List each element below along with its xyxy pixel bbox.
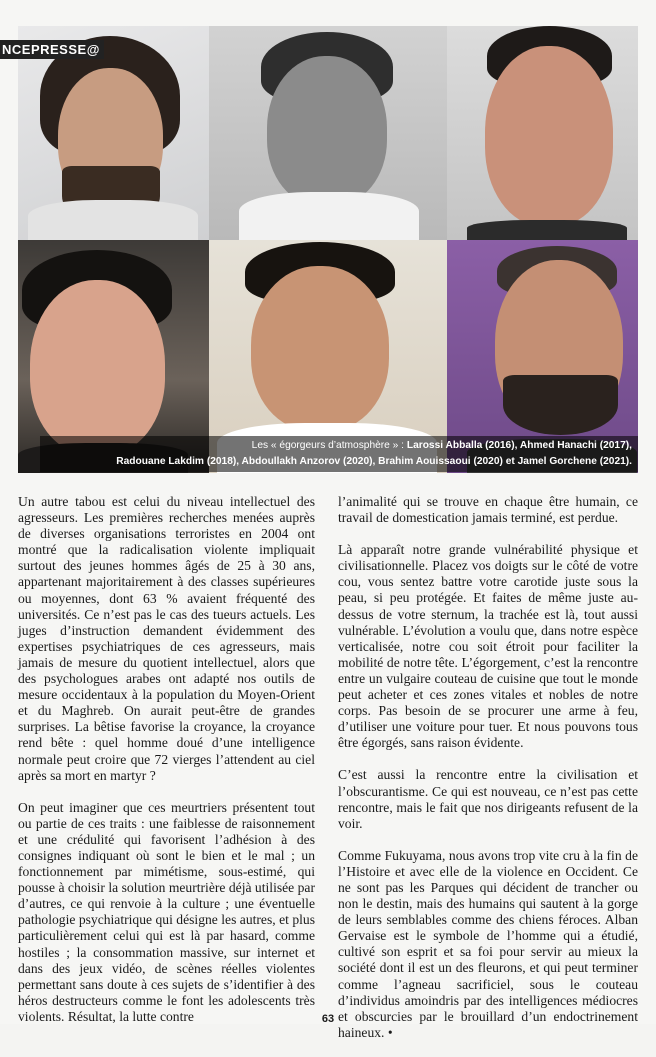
paragraph: Là apparaît notre grande vulnérabilité physique et civilisationnelle. Placez vos doigts sur le côté de votre cou, vous sentez battre votre carotide juste sous la peau, si peu protégée. Et faites de même juste au-dessus de votre sternum, la trachée est là, tout aussi vulnérable. L’évolution a voulu que, dans notre espèce verticalisée, notre cou soit étroit pour faciliter la mobilité de notre tête. L’égorgement, c’est la rencontre entre un vulgaire couteau de cuisine que tout le monde peut acheter et ces zones vitales et nobles de notre corps. Pas besoin de se procurer une arme à feu, d’utiliser une voiture pour tuer. Et nous pouvons tous être égorgés, sans raison évidente.: [338, 542, 638, 751]
portrait-photo: [447, 26, 638, 240]
article-column-left: [18, 494, 315, 1041]
paragraph: C’est aussi la rencontre entre la civilisation et l’obscurantisme. Ce qui est nouveau, ce n’est pas cette rencontre, mais le fait que nos dirigeants refusent de la voir.: [338, 767, 638, 831]
paragraph: l’animalité qui se trouve en chaque être humain, ce travail de domestication jamais terminé, est perdue.: [338, 494, 638, 526]
caption-names-1: Larossi Abballa (2016), Ahmed Hanachi (2017),: [406, 440, 632, 451]
photo-grid: [18, 26, 638, 473]
photo-caption: [40, 436, 638, 472]
article-column-right: [338, 494, 638, 1057]
caption-lead: Les « égorgeurs d’atmosphère » :: [251, 440, 404, 451]
caption-line-2: Radouane Lakdim (2018), Abdoullakh Anzorov (2020), Brahim Aouissaoui (2020) et Jamel Gorchene (2021).: [116, 456, 632, 467]
paragraph: On peut imaginer que ces meurtriers présentent tout ou partie de ces traits : une faiblesse de raisonnement et une crédulité qui favorisent l’adhésion à des consignes indiquant où sont le bien et le mal ; un fonctionnement par mimétisme, sous-estimé, qui pousse à choisir la solution meurtrière déjà utilisée par d’autres, ce qui renvoie à la culture ; une éventuelle pathologie psychiatrique qui désigne les autres, et plus particulièrement celui qui est là par hasard, comme hostiles ; la consommation massive, sur internet et dans des jeux vidéo, de scènes réelles violentes permettant sans doute à ces sujets de s’identifier à des héros destructeurs comme le font les adolescents très violents. Résultat, la lutte contre: [18, 799, 315, 1024]
publication-logo: NCEPRESSE@: [0, 40, 104, 59]
page-number: 63: [321, 1013, 335, 1025]
paragraph: Un autre tabou est celui du niveau intellectuel des agresseurs. Les premières recherches menées auprès de diverses organisations terroristes en 2004 ont montré que la radicalisation violente impliquait surtout des jeunes hommes âgés de 25 à 30 ans, appartenant majoritairement à des classes supérieures ou moyennes, dont 63 % avaient fréquenté des universités. Ce n’est pas le cas des tueurs actuels. Les juges d’instruction demandent évidemment des expertises psychiatriques de ces agresseurs, mais jamais de mesure du quotient intellectuel, alors que des psychologues arabes ont adapté nos outils de mesure occidentaux à la population du Moyen-Orient et du Maghreb. On aurait peut-être de grandes surprises. La bêtise favorise la croyance, la croyance rend bête : quel homme doué d’une intelligence normale peut croire que 72 vierges l’attendent au ciel après sa mort en martyr ?: [18, 494, 315, 783]
portrait-photo: [209, 26, 447, 240]
caption-line-1: [46, 438, 632, 454]
paragraph: Comme Fukuyama, nous avons trop vite cru à la fin de l’Histoire et avec elle de la violence en Occident. Ce ne sont pas les Parques qui décident de trancher ou non le destin, mais des humains qui sautent à la gorge de leurs semblables comme des chiens féroces. Alban Gervaise est le symbole de l’homme qui a étudié, cultivé son esprit et sa foi pour servir au mieux la société dont il est un des fleurons, et qui peut terminer comme l’agneau sacrificiel, sous le couteau d’individus amoindris par des intelligences médiocres et obscurcies par le brouillard d’un endoctrinement haineux. •: [338, 847, 638, 1040]
